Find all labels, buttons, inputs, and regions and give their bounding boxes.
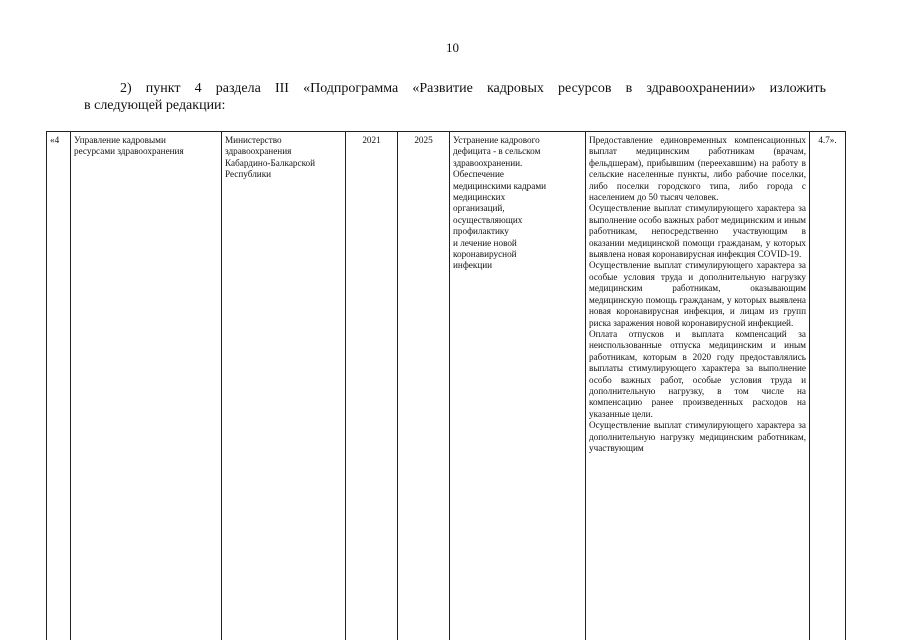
- intro-line-1: 2) пункт 4 раздела III «Подпрограмма «Развитие кадровых ресурсов в здравоохранении» изложить: [120, 81, 826, 96]
- expected-result: Устранение кадрового дефицита - в сельском здравоохранении. Обеспечение медицинскими кадрами медицинских организаций, осуществляющих профилактику и лечение новой коронавирусной инфекции: [453, 135, 547, 271]
- intro-line-2: в следующей редакции:: [84, 98, 226, 113]
- measure-paragraph-5: Осуществление выплат стимулирующего характера за дополнительную нагрузку медицинским работникам, участвующим: [589, 420, 806, 453]
- measure-paragraph-3: Осуществление выплат стимулирующего характера за особые условия труда и дополнительную нагрузку медицинским работникам, оказывающим медицинскую помощь гражданам, у которых выявлена новая коронавирусная инфекция, и лицам из групп риска заражения новой коронавирусной инфекцией.: [589, 260, 806, 328]
- executor: Министерство здравоохранения Кабардино-Балкарской Республики: [225, 135, 316, 180]
- cell-number: [47, 132, 71, 640]
- row-number: «4: [50, 135, 60, 145]
- page-number: 10: [446, 40, 459, 55]
- program-table: [46, 131, 846, 640]
- cell-name: [71, 132, 222, 640]
- cell-measures: [586, 132, 810, 640]
- measure-paragraph-4: Оплата отпусков и выплата компенсаций за неиспользованные отпуска медицинским и иным работникам, которым в 2020 году предоставлялись выплаты стимулирующего характера за выполнение особо важных работ, особые условия труда и дополнительную нагрузку, в том числе на компенсацию ранее произведенных расходов на указанные цели.: [589, 328, 806, 419]
- start-year: 2021: [362, 135, 381, 145]
- cell-result: [450, 132, 586, 640]
- table-row: [47, 132, 846, 640]
- end-year: 2025: [414, 135, 433, 145]
- cell-end-year: [398, 132, 450, 640]
- cell-link: [810, 132, 846, 640]
- indicator-link: 4.7».: [818, 135, 837, 145]
- measure-paragraph-2: Осуществление выплат стимулирующего характера за выполнение особо важных работ медицинским и иным работникам, непосредственно участвующим в оказании медицинской помощи гражданам, у которых выявлена новая коронавирусная инфекция COVID-19.: [589, 203, 806, 260]
- cell-executor: [222, 132, 346, 640]
- intro-paragraph: [84, 80, 826, 114]
- cell-start-year: [346, 132, 398, 640]
- measure-paragraph-1: Предоставление единовременных компенсационных выплат медицинским работникам (врачам, фельдшерам), прибывшим (переехавшим) на работу в сельские населенные пункты, либо рабочие поселки, либо поселки городского типа, либо города с населением до 50 тысяч человек.: [589, 135, 806, 203]
- measure-name: Управление кадровыми ресурсами здравоохранения: [74, 135, 184, 157]
